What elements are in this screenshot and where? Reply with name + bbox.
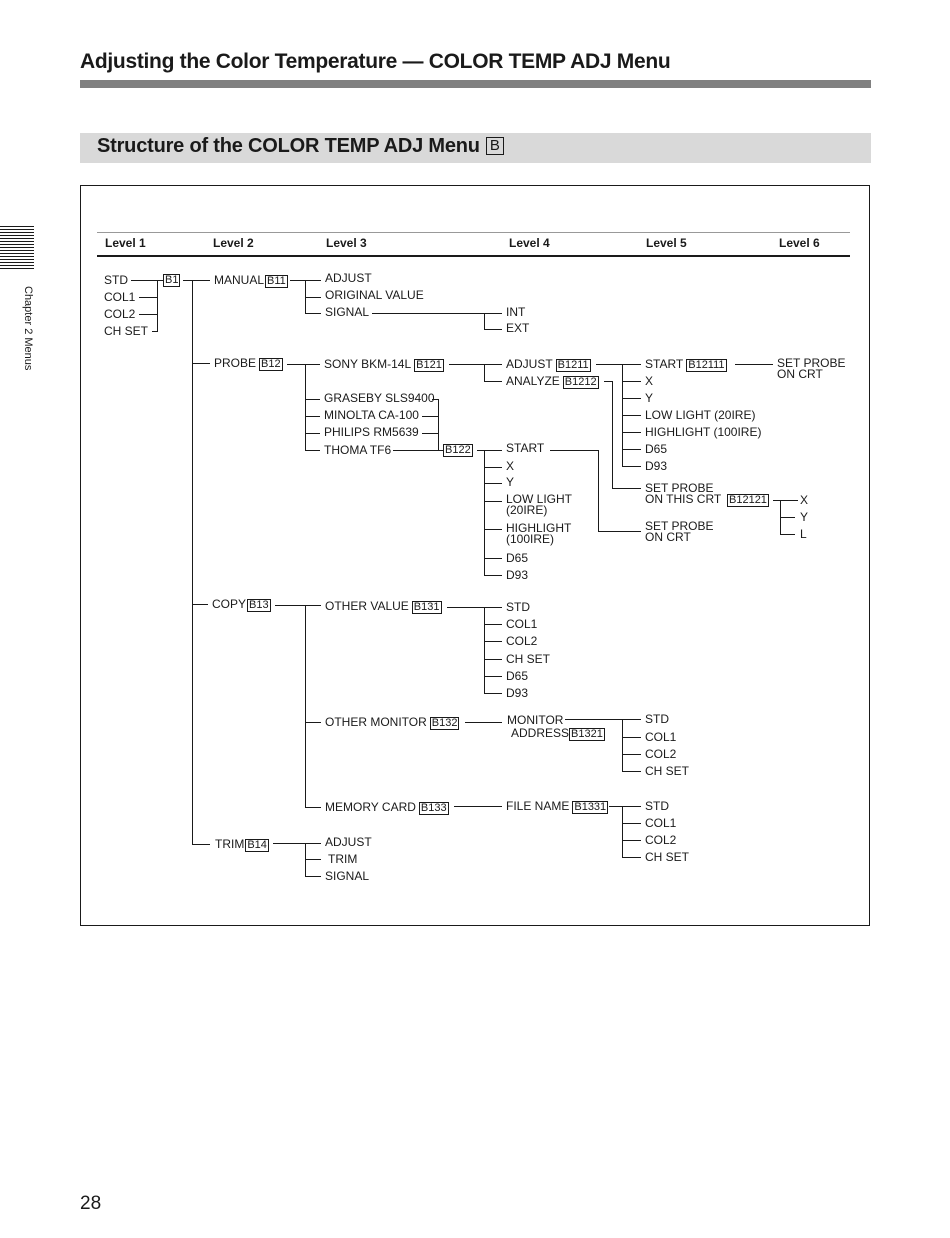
manual-signal: SIGNAL <box>325 305 370 319</box>
page-number: 28 <box>80 1193 102 1214</box>
b122-start: START <box>506 441 545 455</box>
b122-d93: D93 <box>506 568 529 582</box>
ma-col2: COL2 <box>645 747 677 761</box>
other-monitor-label: OTHER MONITOR <box>325 715 427 729</box>
fn-ch-set: CH SET <box>645 850 690 864</box>
level1-ch-set: CH SET <box>104 324 149 338</box>
l5-x: X <box>645 374 654 388</box>
l5-highlight: HIGHLIGHT (100IRE) <box>645 425 762 439</box>
probe-minolta: MINOLTA CA-100 <box>324 408 419 422</box>
sony-analyze <box>506 375 599 389</box>
b122-low-light: LOW LIGHT (20IRE) <box>506 492 573 517</box>
file-name <box>506 800 608 814</box>
ma-ch-set: CH SET <box>645 764 690 778</box>
trim-label: TRIM <box>215 837 245 851</box>
probe-thoma: THOMA TF6 <box>324 443 392 457</box>
level1-col1: COL1 <box>104 290 136 304</box>
manual-original-value: ORIGINAL VALUE <box>325 288 424 302</box>
code-box-b1: B1 <box>165 274 179 286</box>
address-label: ADDRESS <box>511 726 570 740</box>
level-4-header: Level 4 <box>509 236 550 250</box>
fn-col2: COL2 <box>645 833 677 847</box>
level1-code-b1 <box>163 273 180 287</box>
level-3-header: Level 3 <box>326 236 367 250</box>
copy-memory-card <box>325 801 449 815</box>
set-probe-this-crt-label: SET PROBE ON THIS CRT <box>645 481 722 506</box>
b122-y: Y <box>506 475 515 489</box>
ov-std: STD <box>506 600 530 614</box>
section-title-text: Structure of the COLOR TEMP ADJ Menu <box>97 135 480 157</box>
level2-probe <box>214 357 283 371</box>
ma-col1: COL1 <box>645 730 677 744</box>
monitor-address-line2 <box>511 727 605 741</box>
code-box-b13: B13 <box>249 599 269 611</box>
ov-d65: D65 <box>506 669 529 683</box>
level-1-header: Level 1 <box>105 236 146 250</box>
probe-b122-code <box>443 443 473 457</box>
trim-adjust: ADJUST <box>325 835 372 849</box>
ma-std: STD <box>645 712 669 726</box>
code-box-b121: B121 <box>416 359 442 371</box>
signal-ext: EXT <box>506 321 530 335</box>
trim-trim: TRIM <box>328 852 358 866</box>
code-box-b122: B122 <box>445 444 471 456</box>
level-5-header: Level 5 <box>646 236 687 250</box>
copy-label: COPY <box>212 597 247 611</box>
code-box-b12121: B12121 <box>729 494 767 506</box>
level2-copy <box>212 598 271 612</box>
level2-manual <box>214 274 288 288</box>
adjust-label: ADJUST <box>506 357 553 371</box>
l5-d65: D65 <box>645 442 668 456</box>
level2-trim <box>215 838 269 852</box>
section-code-box: B <box>486 137 504 155</box>
fn-col1: COL1 <box>645 816 677 830</box>
l6-y: Y <box>800 510 809 524</box>
copy-other-monitor <box>325 716 459 730</box>
level1-col2: COL2 <box>104 307 136 321</box>
probe-label: PROBE <box>214 356 257 370</box>
sony-adjust <box>506 358 591 372</box>
level1-std: STD <box>104 273 128 287</box>
l6-l: L <box>800 527 807 541</box>
manual-adjust: ADJUST <box>325 271 372 285</box>
analyze-label: ANALYZE <box>506 374 560 388</box>
ov-ch-set: CH SET <box>506 652 551 666</box>
code-box-b132: B132 <box>431 717 458 729</box>
ov-d93: D93 <box>506 686 529 700</box>
memory-card-label: MEMORY CARD <box>325 800 416 814</box>
b122-d65: D65 <box>506 551 529 565</box>
code-box-b1211: B1211 <box>557 359 589 371</box>
file-name-label: FILE NAME <box>506 799 570 813</box>
start-label: START <box>645 357 684 371</box>
code-box-b12: B12 <box>261 358 281 370</box>
ov-col1: COL1 <box>506 617 538 631</box>
code-box-b1321: B1321 <box>571 728 603 740</box>
code-box-b1212: B1212 <box>564 376 597 388</box>
ov-col2: COL2 <box>506 634 538 648</box>
page-title: Adjusting the Color Temperature — COLOR TEMP ADJ Menu <box>80 50 671 73</box>
l6-set-probe-on-crt: SET PROBE ON CRT <box>777 356 846 381</box>
chapter-side-label: Chapter 2 Menus <box>22 286 34 371</box>
probe-graseby: GRASEBY SLS9400 <box>324 391 435 405</box>
signal-int: INT <box>506 305 526 319</box>
probe-sony-bkm-14l <box>324 358 444 372</box>
l6-x: X <box>800 493 809 507</box>
other-value-label: OTHER VALUE <box>325 599 409 613</box>
code-box-b1331: B1331 <box>574 801 607 813</box>
level-2-header: Level 2 <box>213 236 254 250</box>
l5-d93: D93 <box>645 459 668 473</box>
fn-std: STD <box>645 799 669 813</box>
l5-low-light: LOW LIGHT (20IRE) <box>645 408 756 422</box>
trim-signal: SIGNAL <box>325 869 370 883</box>
code-box-b11: B11 <box>267 275 286 287</box>
b122-x: X <box>506 459 515 473</box>
l5-y: Y <box>645 391 654 405</box>
code-box-b12111: B12111 <box>688 359 725 371</box>
manual-label: MANUAL <box>214 273 265 287</box>
copy-other-value <box>325 600 442 614</box>
sony-label: SONY BKM-14L <box>324 357 412 371</box>
l5-set-probe-this-crt <box>645 481 767 506</box>
code-box-b133: B133 <box>420 802 447 814</box>
probe-philips: PHILIPS RM5639 <box>324 425 419 439</box>
level-6-header: Level 6 <box>779 236 820 250</box>
code-box-b131: B131 <box>413 601 440 613</box>
b122-highlight: HIGHLIGHT (100IRE) <box>506 521 572 546</box>
l5-start <box>645 358 727 372</box>
code-box-b14: B14 <box>247 839 267 851</box>
l5-set-probe-on-crt: SET PROBE ON CRT <box>645 519 714 544</box>
monitor-label-line1: MONITOR <box>507 713 564 727</box>
